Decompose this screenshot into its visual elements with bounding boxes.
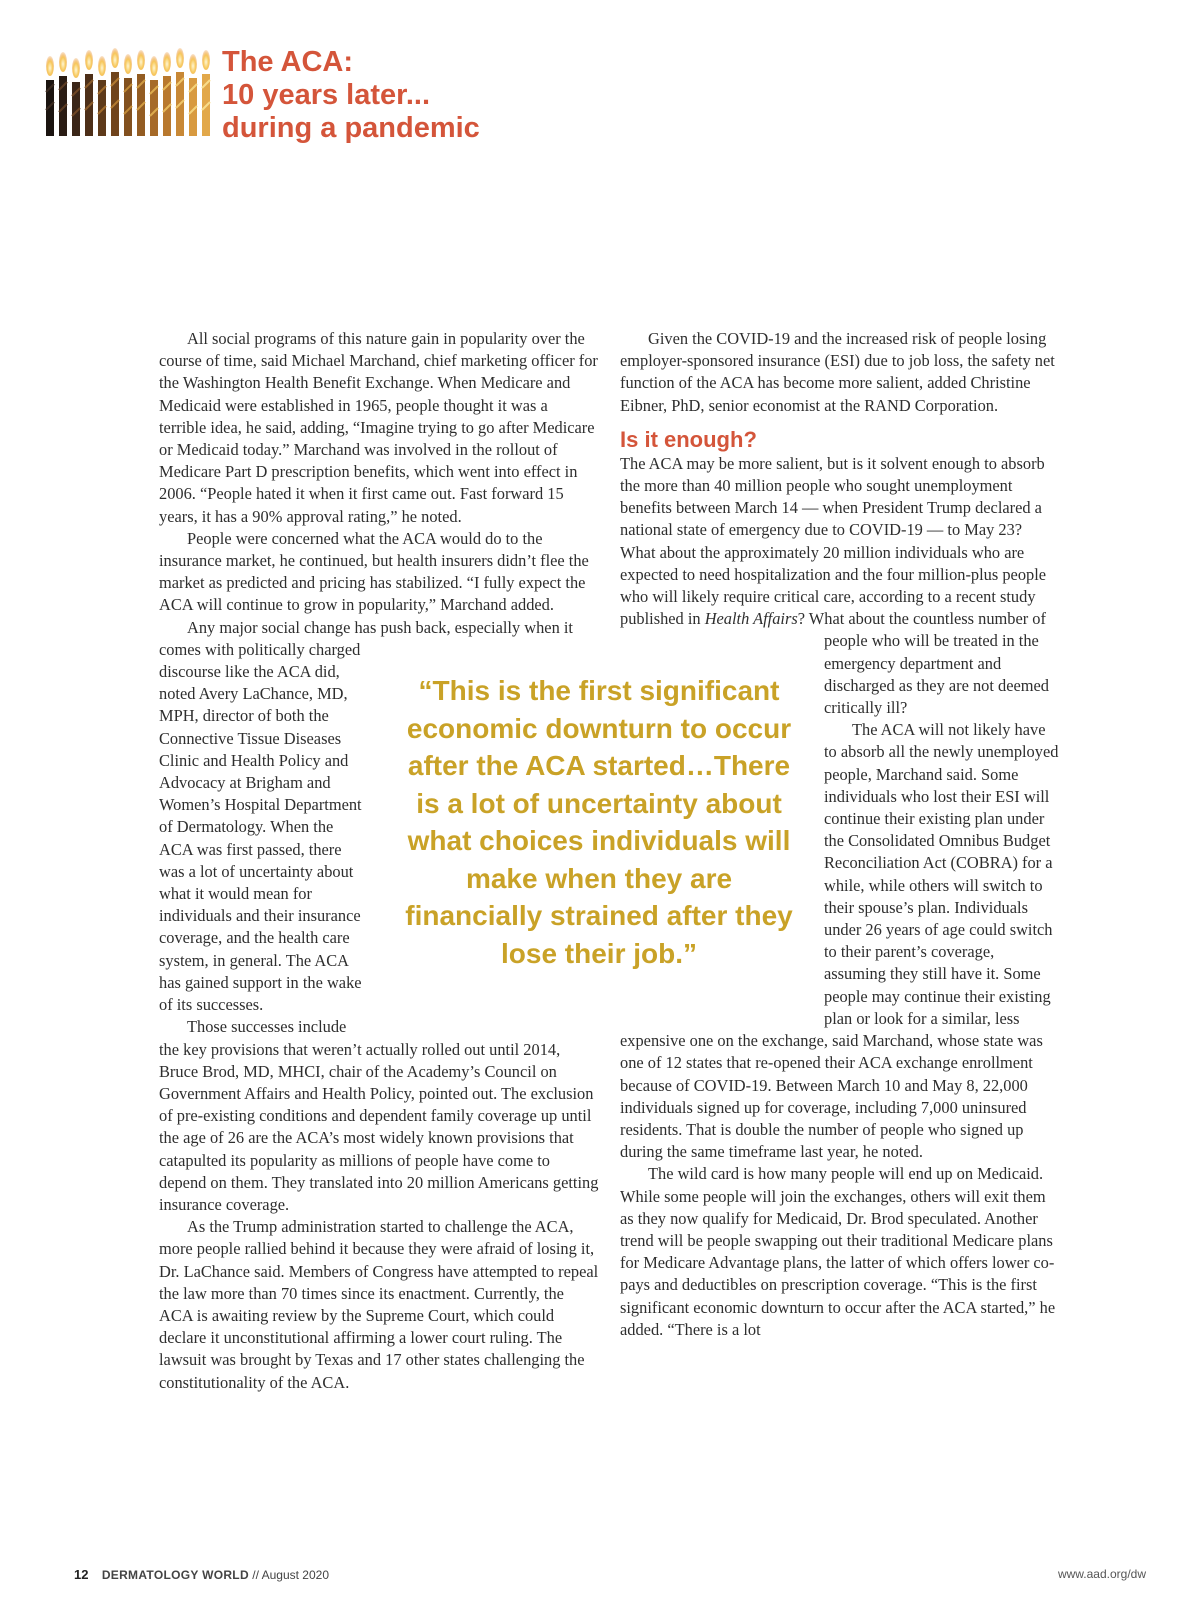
right-paragraph-2-a: The ACA may be more salient, but is it solvent enough to absorb the more than 40 million people who sought unemployment benefits between March 14 — when President Trump declared a national state of emergency due to COVID-19 — to May 23? What about the approximately 20 million individuals who are expected to need hospitalization and the four million-plus people who will likely require critical care, according to a recent study published in xyxy=(620,453,1047,629)
title-line-2: 10 years later... xyxy=(222,79,430,111)
left-paragraph-3: Any major social change has push back, especially when it comes with politically charged discourse like the ACA did, noted Avery LaChance, MD, MPH, director of both the Connective Tissue Diseases Clinic and Health Policy and Advocacy at Brigham and Women’s Hospital Department of Dermatology. When the ACA was first passed, there was a lot of uncertainty about what it would mean for individuals and their insurance coverage, and the health care system, in general. The ACA has gained support in the wake of its successes. xyxy=(159,617,573,1015)
title-line-1: The ACA: xyxy=(222,46,354,78)
journal-name: Health Affairs xyxy=(704,609,798,629)
left-paragraph-4: Those successes include the key provisions that weren’t actually rolled out until 2014, Bruce Brod, MD, MHCI, chair of the Academy’s Council on Government Affairs and Health Policy, pointed out. The exclusion of pre-existing conditions and dependent family coverage up until the age of 26 are the ACA’s most widely known provisions that catapulted its popularity as millions of people have come to depend on them. They translated into 20 million Americans getting insurance coverage. xyxy=(159,1017,599,1214)
footer-url[interactable]: www.aad.org/dw xyxy=(1057,1567,1146,1581)
page-number: 12 xyxy=(74,1567,89,1582)
pull-quote: “This is the first significant economic downturn to occur after the ACA started…There is a lot of uncertainty about what choices individuals will make when they are financially strained after they lose their job.” xyxy=(405,675,793,969)
left-paragraph-2-text: People were concerned what the ACA would do to the insurance market, he continued, but health insurers didn’t flee the market as predicted and pricing has stabilized. “I fully expect the ACA will continue to grow in popularity,” Marchand added. xyxy=(159,528,589,615)
left-paragraph-2 xyxy=(159,528,599,617)
title-line-3: during a pandemic xyxy=(222,112,480,144)
article-title xyxy=(222,46,480,145)
footer-separator: // xyxy=(252,1568,259,1582)
right-paragraph-1: Given the COVID-19 and the increased risk of people losing employer-sponsored insurance (ESI) due to job loss, the safety net function of the ACA has become more salient, added Christine Eibner, PhD, senior economist at the RAND Corporation. xyxy=(620,329,1055,415)
magazine-name: DERMATOLOGY WORLD xyxy=(101,1568,249,1582)
section-subhead: Is it enough? xyxy=(620,426,757,452)
issue-date: August 2020 xyxy=(261,1568,329,1582)
birthday-candles-icon xyxy=(40,40,220,140)
right-paragraph-2-b: ? What about the countless number of people who will be treated in the emergency department and discharged as they are not deemed critically ill? xyxy=(797,609,1049,718)
right-paragraph-4: The wild card is how many people will end up on Medicaid. While some people will join the exchanges, others will exit them as they now qualify for Medicaid, Dr. Brod speculated. Another trend will be people swapping out their traditional Medicare plans for Medicare Advantage plans, the latter of which offers lower co-pays and deductibles on prescription coverage. “This is the first significant economic downturn to occur after the ACA started,” he added. “There is a lot xyxy=(620,1164,1056,1339)
left-paragraph-5: As the Trump administration started to challenge the ACA, more people rallied behind it because they were afraid of losing it, Dr. LaChance said. Members of Congress have attempted to repeal the law more than 70 times since its enactment. Currently, the ACA is awaiting review by the Supreme Court, which could declare it unconstitutional affirming a lower court ruling. The lawsuit was brought by Texas and 17 other states challenging the constitutionality of the ACA. xyxy=(159,1217,599,1392)
page-footer xyxy=(74,1567,329,1582)
right-paragraph-3: The ACA will not likely have to absorb all the newly unemployed people, Marchand said. Some individuals who lost their ESI will continue their existing plan under the Consolidated Omnibus Budget Reconciliation Act (COBRA) for a while, while others will switch to their spouse’s plan. Individuals under 26 years of age could switch to their parent’s coverage, assuming they still have it. Some people may continue their existing plan or look for a similar, less expensive one on the exchange, said Marchand, whose state was one of 12 states that re-opened their ACA exchange enrollment because of COVID-19. Between March 10 and May 8, 22,000 individuals signed up for coverage, including 7,000 uninsured residents. That is double the number of people who signed up during the same timeframe last year, he noted. xyxy=(620,720,1059,1162)
left-paragraph-1: All social programs of this nature gain in popularity over the course of time, said Michael Marchand, chief marketing officer for the Washington Health Benefit Exchange. When Medicare and Medicaid were established in 1965, people thought it was a terrible idea, he said, adding, “Imagine trying to go after Medicare or Medicaid today.” Marchand was involved in the rollout of Medicare Part D prescription benefits, which went into effect in 2006. “People hated it when it first came out. Fast forward 15 years, it has a 90% approval rating,” he noted. xyxy=(159,329,598,526)
